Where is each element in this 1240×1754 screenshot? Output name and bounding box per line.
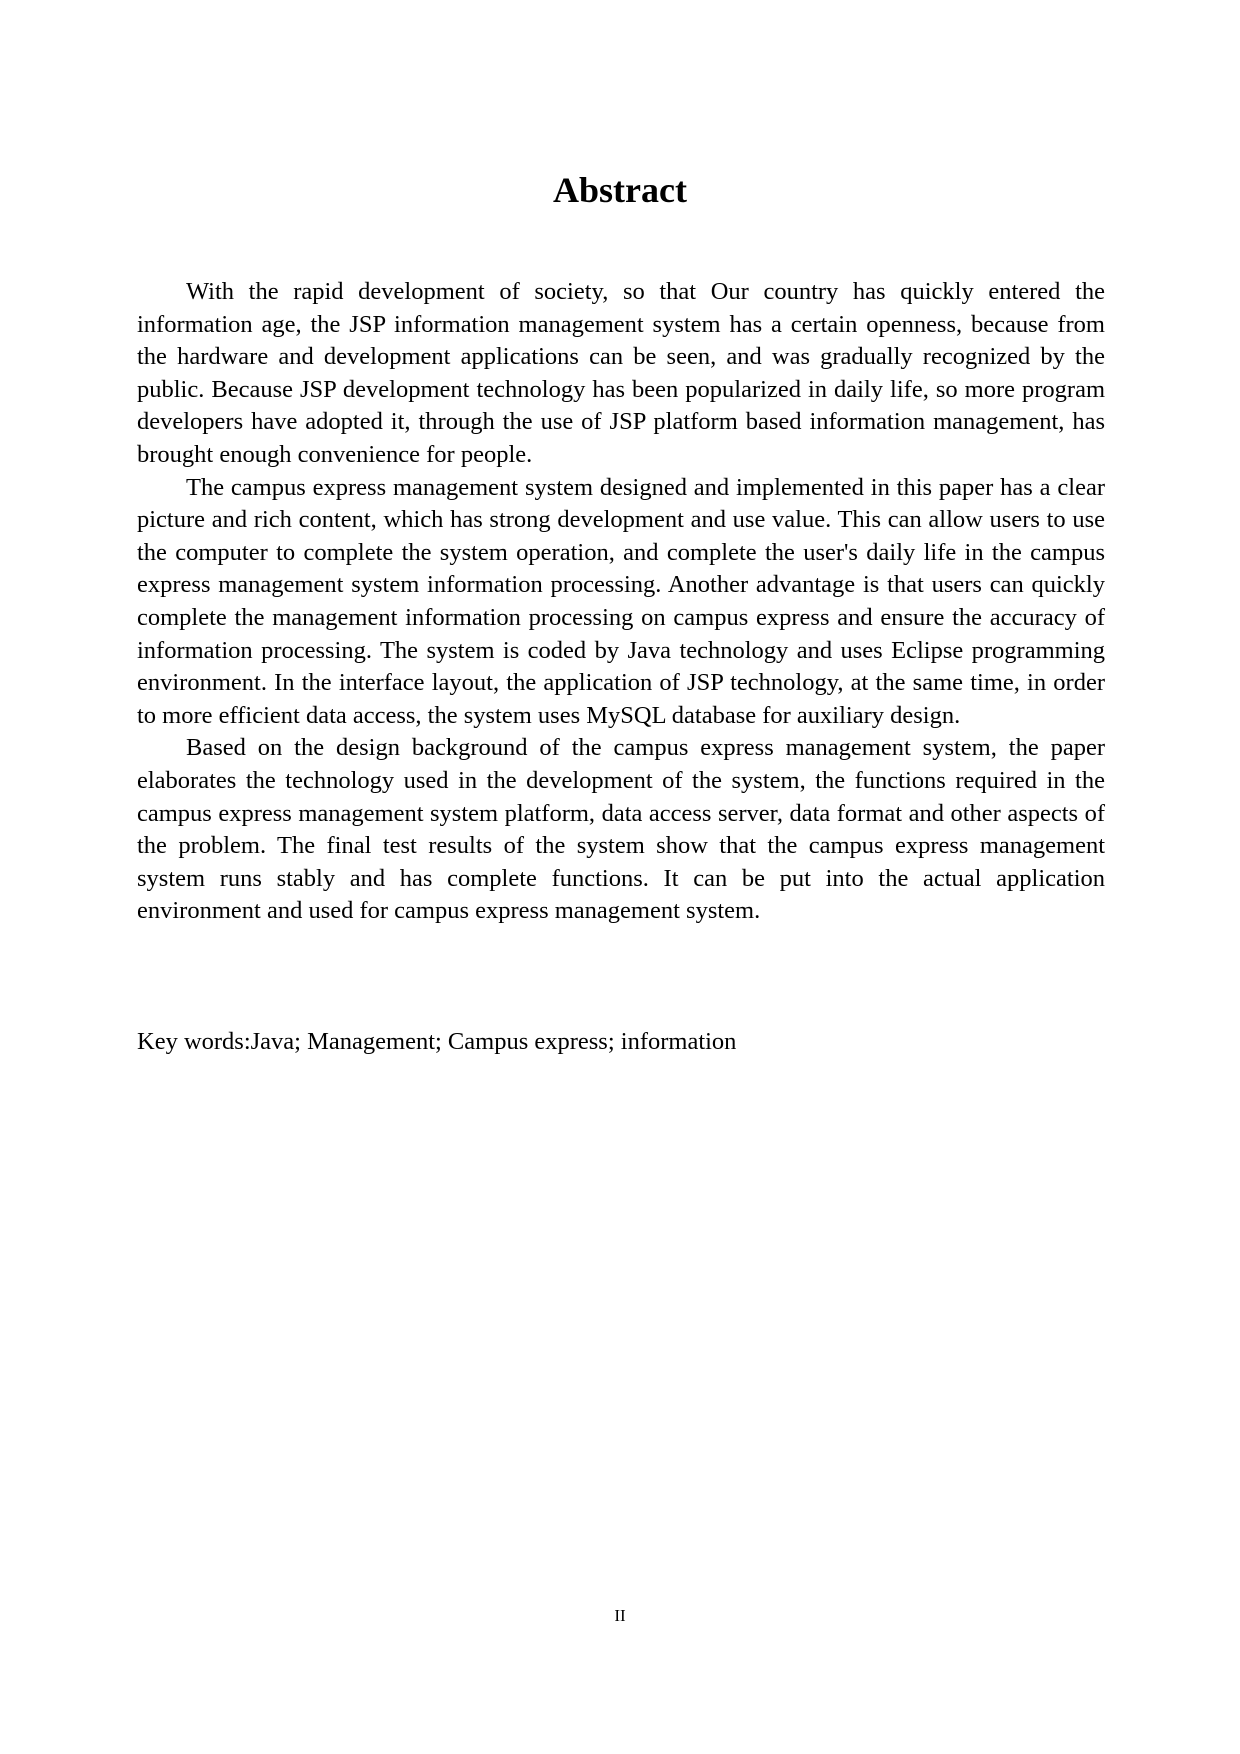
abstract-paragraph-1: With the rapid development of society, so that Our country has quickly entered the information age, the JSP information management system has a certain openness, because from the hardware and development applications can be seen, and was gradually recognized by the public. Because JSP development technology has been popularized in daily life, so more program developers have adopted it, through the use of JSP platform based information management, has brought enough convenience for people. (137, 278, 1105, 468)
abstract-paragraph-3: Based on the design background of the campus express management system, the paper elaborates the technology used in the development of the system, the functions required in the campus express management system platform, data access server, data format and other aspects of the problem. The final test results of the system show that the campus express management system runs stably and has complete functions. It can be put into the actual application environment and used for campus express management system. (137, 734, 1105, 925)
keywords: Key words:Java; Management; Campus express; information (137, 1028, 737, 1055)
page-title: Abstract (553, 170, 687, 210)
abstract-body (137, 276, 1105, 928)
page-number: II (614, 1606, 626, 1625)
abstract-paragraph-2: The campus express management system designed and implemented in this paper has a clear picture and rich content, which has strong development and use value. This can allow users to use the computer to complete the system operation, and complete the user's daily life in the campus express management system information processing. Another advantage is that users can quickly complete the management information processing on campus express and ensure the accuracy of information processing. The system is coded by Java technology and uses Eclipse programming environment. In the interface layout, the application of JSP technology, at the same time, in order to more efficient data access, the system uses MySQL database for auxiliary design. (137, 473, 1105, 729)
